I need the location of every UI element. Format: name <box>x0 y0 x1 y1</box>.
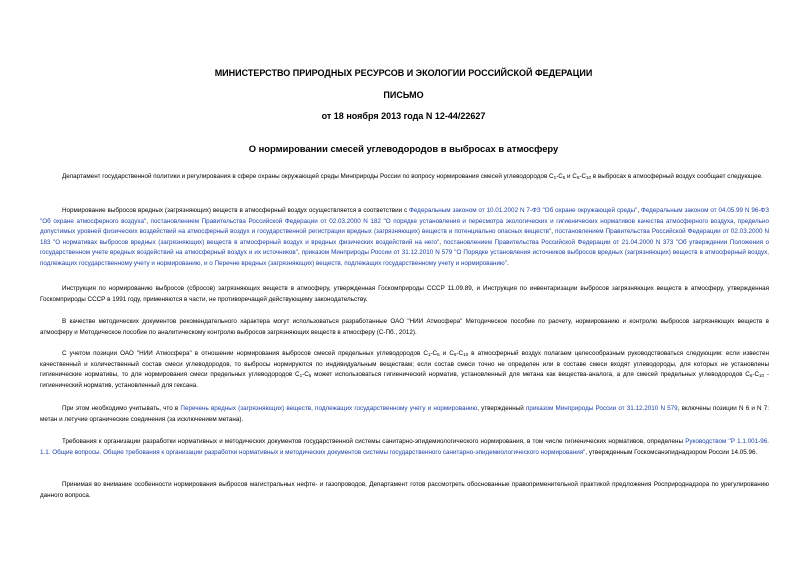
date-number-heading: от 18 ноября 2013 года N 12-44/22627 <box>321 111 486 121</box>
doc-type-heading: ПИСЬМО <box>383 90 424 100</box>
link-guideline-r-1-1-001-96[interactable]: Руководством "Р 1.1.001-96. 1.1. Общие вопросы. Общие требования к организации разработки нормативных и методических документов системы государственного санитарно-эпидемиологического нормирования" <box>40 438 770 456</box>
paragraph-requirements: Требования к организации разработки нормативных и методических документов государственной системы санитарно-эпидемиологического нормирования, в том числе гигиенических нормативов, определены Руководством "Р 1.1.001-96. 1.1. Общие вопросы. Общие требования к организации разработки нормативных и методических документов системы государственного санитарно-эпидемиологического нормирования", утвержденным Госкомсанэпиднадзором России 14.05.96. <box>40 438 770 456</box>
subject-heading: О нормировании смесей углеводородов в выбросах в атмосферу <box>248 143 559 154</box>
paragraph-legal-basis: Нормирование выбросов вредных (загрязняющих) веществ в атмосферный воздух осуществляется в соответствии с Федеральным законом от 10.01.2002 N 7-ФЗ "Об охране окружающей среды", Федеральным законом от 04.05.99 N 96-ФЗ "Об охране атмосферного воздуха", постановлением Правительства Российской Федерации от 02.03.2000 N 182 "О порядке установления и пересмотра экологических и гигиенических нормативов качества атмосферного воздуха, предельно допустимых уровней физических воздействий на атмосферный воздух и государственной регистрации вредных (загрязняющих) веществ и потенциально опасных веществ", постановлением Правительства Российской Федерации от 02.03.2000 N 183 "О нормативах выбросов вредных (загрязняющих) веществ в атмосферный воздух и вредных физических воздействий на него", постановлением Правительства Российской Федерации от 21.04.2000 N 373 "Об утверждении Положения о государственном учете вредных воздействий на атмосферный воздух и их источников", приказом Минприроды России от 31.12.2010 N 579 "О Порядке установления источников выбросов вредных (загрязняющих) веществ в атмосферный воздух, подлежащих государственному учету и нормированию, и о Перечне вредных (загрязняющих) веществ, подлежащих государственному учету и нормированию". <box>40 207 770 267</box>
link-resolution-183[interactable]: постановлением Правительства Российской Федерации от 02.03.2000 N 183 "О нормативах выбросов вредных (загрязняющих) веществ в атмосферный воздух и вредных физических воздействий на него" <box>40 228 770 246</box>
paragraph-instructions: Инструкция по нормированию выбросов (сбросов) загрязняющих веществ в атмосферу, утвержденная Госкомприроды СССР 11.09.89, и Инструкция по инвентаризации выбросов загрязняющих веществ в атмосферу, утвержденная Госкомприроды СССР в 1991 году, применяются в части, не противоречащей действующему законодательству. <box>40 285 769 303</box>
link-order-579-list[interactable]: приказом Минприроды России от 31.12.2010 N 579 <box>525 405 678 412</box>
paragraph-position: С учетом позиции ОАО "НИИ Атмосфера" в отношении нормирования выбросов смесей предельных углеводородов $С_1-С_5$ и $С_6-С_{10}$ в атмосферный воздух полагаем целесообразным руководствоваться следующим: если известен качественный и количественный состав смеси углеводородов, то выбросы нормируются по индивидуальным веществам; если состав смеси точно не определен или в составе смеси входят углеводороды, для которых не установлены гигиенические нормативы, то для нормирования смеси предельных углеводородов $С_1-С_5$ может использоваться гигиенический норматив, установленный для метана как вещества-аналога, а для смесей предельных углеводородов $С_6-С_{10}$ - гигиенический норматив, установленный для гексана. <box>40 350 769 389</box>
link-law-7fz[interactable]: Федеральным законом от 10.01.2002 N 7-ФЗ "Об охране окружающей среды" <box>409 207 638 214</box>
link-law-96fz[interactable]: Федеральным законом от 04.05.99 N 96-ФЗ "Об охране атмосферного воздуха" <box>40 207 770 225</box>
link-resolution-182[interactable]: постановлением Правительства Российской Федерации от 02.03.2000 N 182 "О порядке установления и пересмотра экологических и гигиенических нормативов качества атмосферного воздуха, предельно допустимых уровней физических воздействий на атмосферный воздух и государственной регистрации вредных (загрязняющих) веществ и потенциально опасных веществ" <box>40 217 769 236</box>
paragraph-methodical: В качестве методических документов рекомендательного характера могут использоваться разработанные ОАО "НИИ Атмосфера" Методическое пособие по расчету, нормированию и контролю выбросов загрязняющих веществ в атмосферу и Методическое пособие по аналитическому контролю выбросов загрязняющих веществ в атмосферу (С-Пб., 2012). <box>40 318 769 336</box>
paragraph-intro: Департамент государственной политики и регулирования в сфере охраны окружающей среды Минприроды России по вопросу нормирования смесей углеводородов $С_1-С_5$ и $С_6-С_{10}$ в выбросах в атмосферный воздух сообщает следующее. <box>62 173 763 180</box>
paragraph-pipelines: Принимая во внимание особенности нормирования выбросов магистральных нефте- и газопроводов, Департамент готов рассмотреть обоснованные правоприменительной практикой предложения Росприроднадзора по урегулированию данного вопроса. <box>40 481 769 499</box>
ministry-heading: МИНИСТЕРСТВО ПРИРОДНЫХ РЕСУРСОВ И ЭКОЛОГИИ РОССИЙСКОЙ ФЕДЕРАЦИИ <box>214 68 593 78</box>
link-order-579[interactable]: приказом Минприроды России от 31.12.2010 N 579 "О Порядке установления источников выбросов вредных (загрязняющих) веществ в атмосферный воздух, подлежащих государственному учету и нормированию, и о Перечне вредных (загрязняющих) веществ, подлежащих государственному учету и нормированию" <box>40 249 770 267</box>
link-substance-list[interactable]: Перечень вредных (загрязняющих) веществ, подлежащих государственному учету и нормированию <box>180 405 478 412</box>
link-resolution-373[interactable]: постановлением Правительства Российской Федерации от 21.04.2000 N 373 "Об утверждении Положения о государственном учете вредных воздействий на атмосферный воздух и их источников" <box>40 238 770 257</box>
paragraph-list-note: При этом необходимо учитывать, что в Перечень вредных (загрязняющих) веществ, подлежащих государственному учету и нормированию, утвержденный приказом Минприроды России от 31.12.2010 N 579, включены позиции N 6 и N 7: метан и летучие органические соединения (за исключением метана). <box>40 405 769 423</box>
